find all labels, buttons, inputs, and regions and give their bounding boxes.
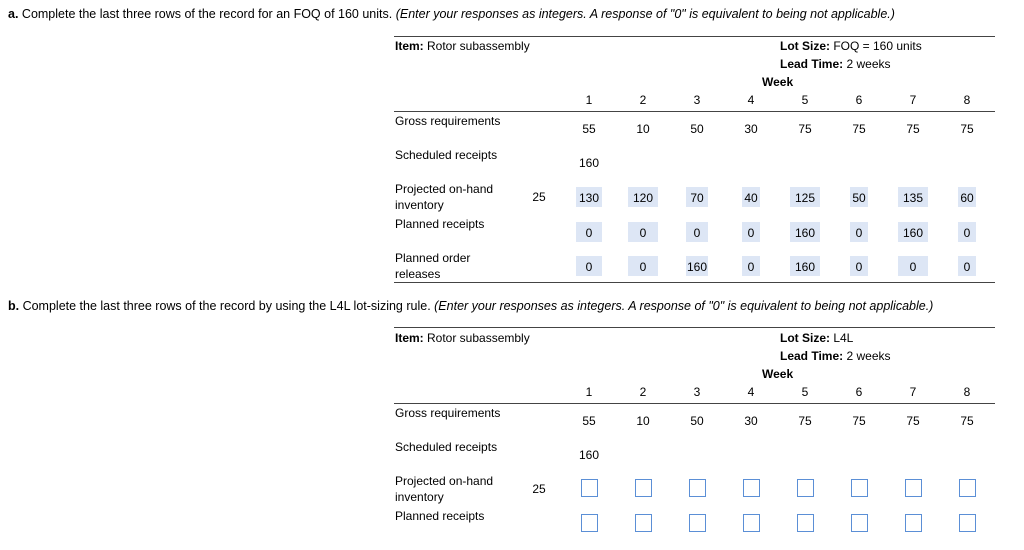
part-b-planned-receipts-w4-input[interactable] (743, 514, 760, 532)
part-b-week-heading: Week (762, 367, 794, 381)
part-a-projected-on-hand-w2[interactable]: 120 (628, 187, 658, 207)
part-a-instruction: Complete the last three rows of the record for an FOQ of 160 units. (18, 7, 396, 21)
part-a-week-7: 7 (909, 93, 917, 107)
part-a-planned-receipts-w8[interactable]: 0 (958, 222, 976, 242)
part-a-planned-order-releases-w6[interactable]: 0 (850, 256, 868, 276)
part-a-projected-on-hand-w8[interactable]: 60 (958, 187, 976, 207)
part-a-projected-on-hand-w3[interactable]: 70 (686, 187, 708, 207)
part-a-note: (Enter your responses as integers. A response of "0" is equivalent to being not applicable.) (395, 7, 895, 21)
part-b-week-8: 8 (963, 385, 971, 399)
part-a-planned-receipts-w3[interactable]: 0 (686, 222, 708, 242)
part-a-planned-order-releases-w4[interactable]: 0 (742, 256, 760, 276)
part-a-planned-order-releases-w2[interactable]: 0 (628, 256, 658, 276)
part-a-projected-on-hand-w5[interactable]: 125 (790, 187, 820, 207)
part-a-week-1: 1 (585, 93, 593, 107)
part-b-week-2: 2 (639, 385, 647, 399)
part-a-gross-requirements-w7: 75 (906, 122, 920, 136)
part-b-gross-requirements-w8: 75 (960, 414, 974, 428)
part-a-lot-size: Lot Size: FOQ = 160 units (780, 39, 922, 53)
part-b-week-4: 4 (747, 385, 755, 399)
part-b-scheduled-receipts-w1: 160 (578, 448, 600, 462)
part-b-projected-on-hand-w1-input[interactable] (581, 479, 598, 497)
part-b-projected-on-hand-w3-input[interactable] (689, 479, 706, 497)
part-b-projected-on-hand-w8-input[interactable] (959, 479, 976, 497)
part-a-projected-on-hand-w7[interactable]: 135 (898, 187, 928, 207)
part-a-planned-receipts-w1[interactable]: 0 (576, 222, 602, 242)
part-b-question (8, 299, 933, 313)
part-a-week-5: 5 (801, 93, 809, 107)
part-a-planned-order-releases-w3[interactable]: 160 (686, 256, 708, 276)
part-b-planned-receipts-w5-input[interactable] (797, 514, 814, 532)
part-a-planned-receipts-w2[interactable]: 0 (628, 222, 658, 242)
part-b-lot-size: Lot Size: L4L (780, 331, 854, 345)
part-b-note: (Enter your responses as integers. A response of "0" is equivalent to being not applicable.) (434, 299, 934, 313)
part-a-projected-on-hand-w1[interactable]: 130 (576, 187, 602, 207)
part-a-planned-receipts-w7[interactable]: 160 (898, 222, 928, 242)
part-a-label-scheduled: Scheduled receipts (395, 148, 498, 162)
part-a-label-gross: Gross requirements (395, 114, 501, 128)
part-a-lead-time: Lead Time: 2 weeks (780, 57, 891, 71)
part-a-week-4: 4 (747, 93, 755, 107)
part-b-initial-inventory: 25 (532, 482, 546, 496)
part-a-gross-requirements-w5: 75 (798, 122, 812, 136)
part-a-planned-order-releases-w5[interactable]: 160 (790, 256, 820, 276)
part-b-gross-requirements-w6: 75 (852, 414, 866, 428)
part-a-prefix: a. (8, 7, 19, 21)
part-b-week-7: 7 (909, 385, 917, 399)
part-b-projected-on-hand-w4-input[interactable] (743, 479, 760, 497)
part-b-item: Item: Rotor subassembly (395, 331, 530, 345)
part-b-week-6: 6 (855, 385, 863, 399)
part-b-planned-receipts-w7-input[interactable] (905, 514, 922, 532)
part-a-week-2: 2 (639, 93, 647, 107)
part-b-planned-receipts-w6-input[interactable] (851, 514, 868, 532)
part-b-week-3: 3 (693, 385, 701, 399)
part-a-header-rule (394, 111, 995, 112)
part-b-gross-requirements-w1: 55 (582, 414, 596, 428)
part-a-gross-requirements-w4: 30 (744, 122, 758, 136)
part-b-label-gross: Gross requirements (395, 406, 501, 420)
part-b-projected-on-hand-w5-input[interactable] (797, 479, 814, 497)
part-a-planned-order-releases-w1[interactable]: 0 (576, 256, 602, 276)
part-a-label-onhand: Projected on-hand inventory (395, 182, 494, 212)
part-b-label-scheduled: Scheduled receipts (395, 440, 498, 454)
part-b-week-1: 1 (585, 385, 593, 399)
part-a-week-6: 6 (855, 93, 863, 107)
part-b-planned-receipts-w3-input[interactable] (689, 514, 706, 532)
part-a-projected-on-hand-w4[interactable]: 40 (742, 187, 760, 207)
part-b-prefix: b. (8, 299, 20, 313)
part-b-planned-receipts-w8-input[interactable] (959, 514, 976, 532)
part-a-label-planned-receipts: Planned receipts (395, 217, 485, 231)
part-a-gross-requirements-w2: 10 (636, 122, 650, 136)
part-a-label-planned-releases: Planned order releases (395, 251, 471, 281)
part-a-planned-receipts-w6[interactable]: 0 (850, 222, 868, 242)
part-b-lead-time: Lead Time: 2 weeks (780, 349, 891, 363)
part-b-gross-requirements-w3: 50 (690, 414, 704, 428)
part-a-planned-order-releases-w8[interactable]: 0 (958, 256, 976, 276)
part-a-scheduled-receipts-w1: 160 (578, 156, 600, 170)
part-a-top-rule (394, 36, 995, 37)
part-a-planned-order-releases-w7[interactable]: 0 (898, 256, 928, 276)
part-a-gross-requirements-w1: 55 (582, 122, 596, 136)
part-b-gross-requirements-w7: 75 (906, 414, 920, 428)
part-b-label-onhand: Projected on-hand inventory (395, 474, 494, 504)
part-b-header-rule (394, 403, 995, 404)
part-a-week-3: 3 (693, 93, 701, 107)
part-b-projected-on-hand-w7-input[interactable] (905, 479, 922, 497)
part-a-gross-requirements-w3: 50 (690, 122, 704, 136)
part-a-week-heading: Week (762, 75, 794, 89)
part-b-label-planned-receipts: Planned receipts (395, 509, 485, 523)
part-b-planned-receipts-w2-input[interactable] (635, 514, 652, 532)
part-b-week-5: 5 (801, 385, 809, 399)
part-b-instruction: Complete the last three rows of the record by using the L4L lot-sizing rule. (19, 299, 435, 313)
part-a-gross-requirements-w6: 75 (852, 122, 866, 136)
part-b-planned-receipts-w1-input[interactable] (581, 514, 598, 532)
part-b-gross-requirements-w2: 10 (636, 414, 650, 428)
part-a-bottom-rule (394, 282, 995, 283)
part-b-top-rule (394, 327, 995, 328)
part-a-gross-requirements-w8: 75 (960, 122, 974, 136)
part-a-week-8: 8 (963, 93, 971, 107)
part-a-projected-on-hand-w6[interactable]: 50 (850, 187, 868, 207)
part-a-question (8, 7, 895, 21)
part-b-projected-on-hand-w6-input[interactable] (851, 479, 868, 497)
part-a-item: Item: Rotor subassembly (395, 39, 530, 53)
part-b-gross-requirements-w4: 30 (744, 414, 758, 428)
part-b-projected-on-hand-w2-input[interactable] (635, 479, 652, 497)
part-a-planned-receipts-w5[interactable]: 160 (790, 222, 820, 242)
part-a-initial-inventory: 25 (532, 190, 546, 204)
part-a-planned-receipts-w4[interactable]: 0 (742, 222, 760, 242)
part-b-gross-requirements-w5: 75 (798, 414, 812, 428)
